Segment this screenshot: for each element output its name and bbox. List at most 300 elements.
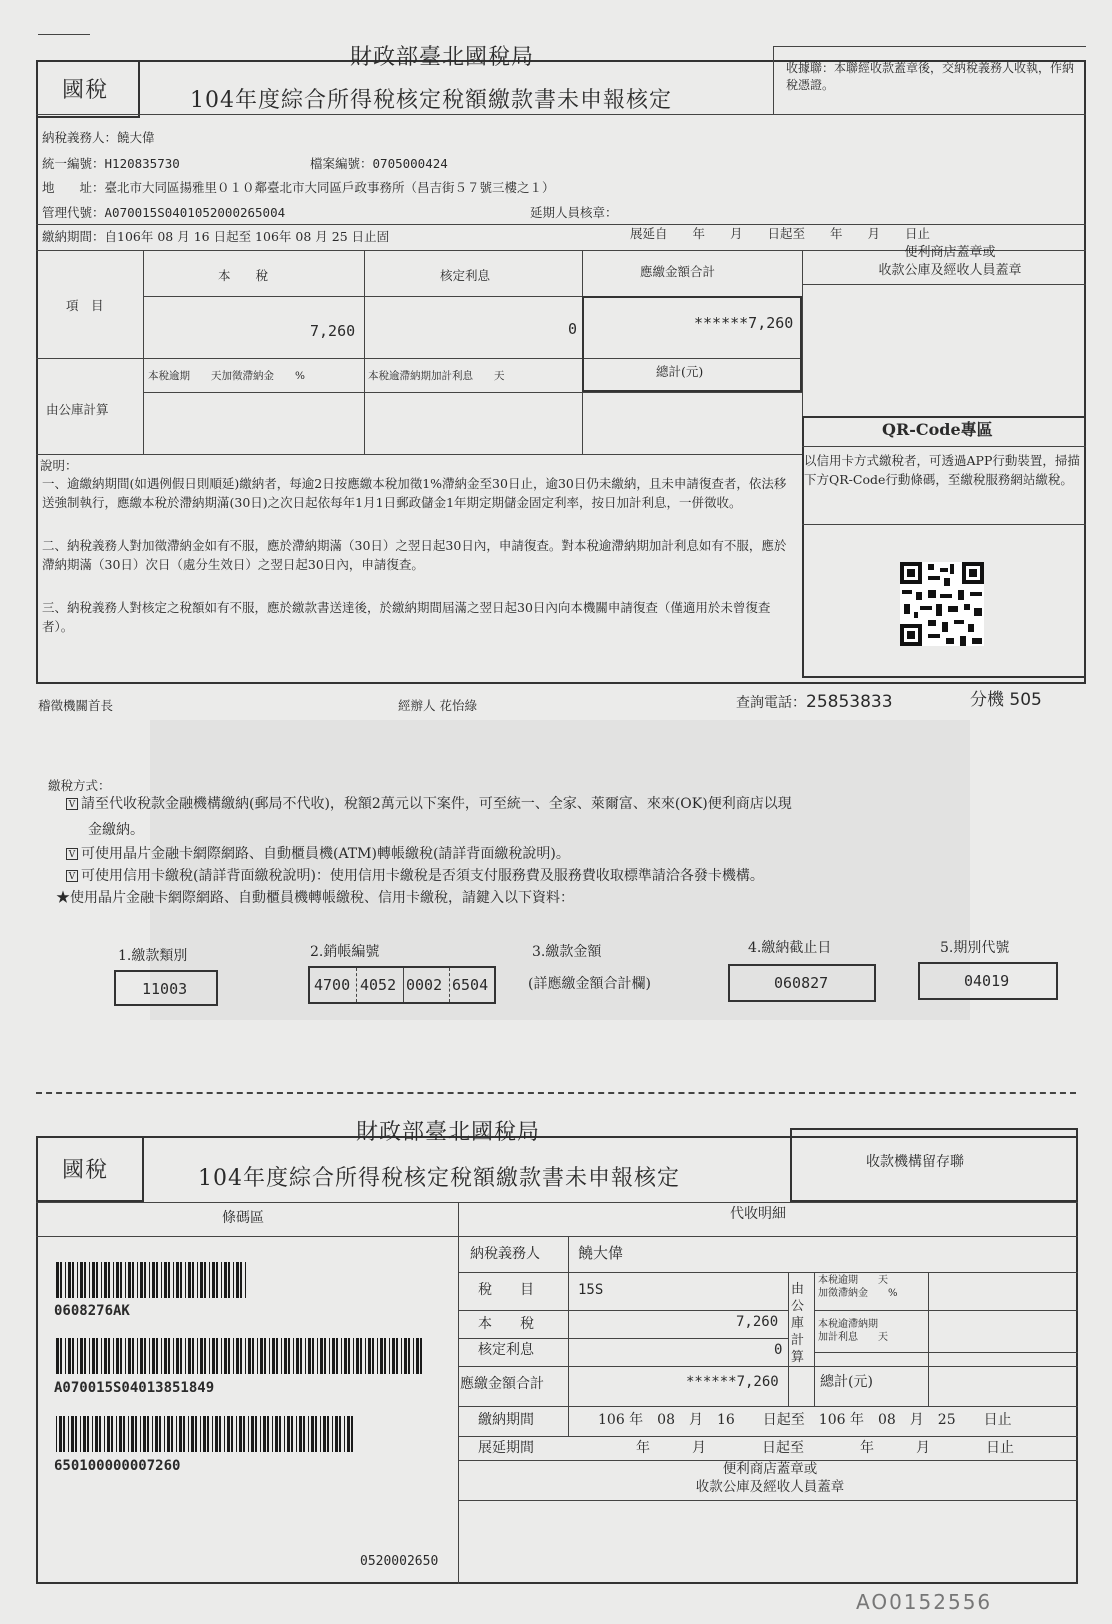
barcode-stripe	[120, 1262, 122, 1298]
barcode-stripe	[336, 1338, 338, 1374]
barcode-stripe	[108, 1262, 110, 1298]
period-top	[36, 224, 1086, 225]
barcode-stripe	[224, 1338, 227, 1374]
barcode-stripe	[75, 1416, 77, 1452]
barcode-stripe	[60, 1262, 62, 1298]
barcode-stripe	[215, 1416, 218, 1452]
barcode-stripe	[227, 1416, 230, 1452]
barcode-stripe	[89, 1262, 90, 1298]
barcode-stripe	[323, 1416, 326, 1452]
barcode-stripe	[164, 1338, 167, 1374]
barcode-stripe	[192, 1262, 194, 1298]
barcode-stripe	[56, 1416, 57, 1452]
detail-label: 代收明細	[730, 1206, 786, 1222]
barcode-stripe	[137, 1338, 138, 1374]
barcode-stripe	[327, 1416, 329, 1452]
barcode-stripe	[233, 1262, 234, 1298]
lower-item-code: 15S	[578, 1282, 604, 1298]
barcode-stripe	[168, 1262, 170, 1298]
barcode-stripe	[224, 1262, 227, 1298]
barcode-stripe	[263, 1416, 266, 1452]
barcode-stripe	[140, 1338, 143, 1374]
barcode-stripe	[332, 1416, 333, 1452]
barcode-stripe	[257, 1338, 258, 1374]
barcode-stripe	[123, 1416, 125, 1452]
method-1: V 請至代收稅款金融機構繳納(郵局不代收)，稅額2萬元以下案件，可至統一、全家、萊爾富、來來(OK)便利商店以現	[66, 796, 792, 813]
barcode-stripe	[389, 1338, 390, 1374]
barcode-stripe	[404, 1338, 407, 1374]
barcode-stripe	[180, 1262, 182, 1298]
barcode-stripe	[365, 1338, 366, 1374]
barcode-stripe	[101, 1262, 102, 1298]
lower-taxpayer-label: 納稅義務人	[470, 1246, 540, 1262]
field-2-sep-3	[449, 968, 450, 1002]
lower-period: 106 年 08 月 16 日起至 106 年 08 月 25 日止	[598, 1412, 1012, 1428]
note-3: 三、納稅義務人對核定之稅額如有不服，應於繳款書送達後，於繳納期間屆滿之翌日起30日內向本機關申請復查（僅適用於未曾復查者）。	[42, 600, 771, 635]
barcode-stripe	[80, 1416, 81, 1452]
barcode-stripe	[324, 1338, 326, 1374]
notes-top	[36, 454, 802, 455]
barcode-stripe	[264, 1338, 266, 1374]
barcode-stripe	[144, 1262, 146, 1298]
barcode-3-text: 650100000007260	[54, 1458, 181, 1474]
detail-row-4	[458, 1366, 1078, 1367]
phone: 查詢電話：25853833	[736, 692, 893, 712]
lower-item-label: 稅 目	[478, 1282, 534, 1298]
barcode-stripe	[240, 1338, 242, 1374]
lower-tax-type-label: 國稅	[62, 1158, 109, 1183]
barcode-stripe	[156, 1262, 158, 1298]
lower-form-title: 104年度綜合所得稅核定稅額繳款書未申報核定	[198, 1166, 680, 1191]
field-2-sep-1	[356, 968, 357, 1002]
barcode-stripe	[248, 1338, 251, 1374]
barcode-stripe	[59, 1416, 62, 1452]
lower-header-line	[36, 1236, 1078, 1237]
col-tax-label: 本 稅	[218, 268, 269, 283]
barcode-stripe	[188, 1338, 191, 1374]
field-1-value: 11003	[142, 980, 188, 998]
barcode-stripe	[204, 1338, 206, 1374]
barcode-stripe	[144, 1338, 146, 1374]
barcode-stripe	[248, 1416, 249, 1452]
barcode-stripe	[68, 1338, 71, 1374]
store-line	[802, 284, 1086, 285]
barcode-stripe	[84, 1262, 86, 1298]
barcode-stripe	[279, 1416, 281, 1452]
col-div-2	[364, 250, 365, 454]
lower-tax-amount: 7,260	[736, 1314, 779, 1330]
lower-interest-label: 核定利息	[478, 1342, 534, 1358]
lower-taxpayer-name: 饒大偉	[578, 1244, 624, 1262]
calc-line-2	[814, 1352, 1078, 1353]
barcode-stripe	[236, 1338, 239, 1374]
barcode-stripe	[348, 1338, 350, 1374]
barcode-stripe	[339, 1416, 341, 1452]
barcode-stripe	[137, 1262, 138, 1298]
barcode-stripe	[68, 1262, 71, 1298]
barcode-stripe	[188, 1416, 189, 1452]
barcode-stripe	[63, 1416, 65, 1452]
barcode-stripe	[132, 1262, 134, 1298]
barcode-stripe	[308, 1416, 309, 1452]
barcode-stripe	[128, 1262, 131, 1298]
overdue-penalty-label: 本稅逾期 天加徵滯納金 %	[148, 370, 305, 382]
barcode-stripe	[56, 1338, 59, 1374]
barcode-stripe	[80, 1338, 83, 1374]
barcode-stripe	[320, 1338, 323, 1374]
footer-serial: AO0152556	[856, 1590, 993, 1614]
barcode-stripe	[107, 1416, 110, 1452]
barcode-stripe	[228, 1338, 230, 1374]
field-2-part-4: 6504	[452, 976, 489, 994]
barcode-stripe	[104, 1262, 107, 1298]
qr-title-line	[802, 446, 1086, 447]
lower-grand-total: 總計(元)	[820, 1374, 873, 1390]
tax-amount: 7,260	[310, 322, 356, 340]
barcode-stripe	[344, 1416, 345, 1452]
barcode-stripe	[420, 1338, 422, 1374]
barcode-stripe	[332, 1338, 335, 1374]
col-total-label: 應繳金額合計	[640, 264, 716, 279]
barcode-stripe	[245, 1338, 246, 1374]
barcode-stripe	[315, 1416, 317, 1452]
barcode-stripe	[236, 1262, 239, 1298]
barcode-stripe	[197, 1262, 198, 1298]
barcode-stripe	[216, 1338, 218, 1374]
lower-overdue-interest: 本稅逾滯納期 加計利息 天	[818, 1319, 888, 1343]
barcode-stripe	[344, 1338, 347, 1374]
barcode-stripe	[132, 1338, 134, 1374]
barcode-stripe	[176, 1338, 179, 1374]
barcode-stripe	[272, 1338, 275, 1374]
management-code: 管理代號：A070015S0401052000265004	[42, 205, 286, 220]
barcode-stripe	[56, 1262, 59, 1298]
lower-title-bottom	[36, 1202, 1078, 1203]
barcode-stripe	[96, 1338, 98, 1374]
barcode-stripe	[288, 1338, 290, 1374]
barcode-stripe	[116, 1416, 117, 1452]
barcode-stripe	[291, 1416, 293, 1452]
barcode-stripe	[347, 1416, 350, 1452]
barcode-stripe	[341, 1338, 342, 1374]
barcode-stripe	[296, 1416, 297, 1452]
barcode-stripe	[281, 1338, 282, 1374]
barcode-stripe	[161, 1262, 162, 1298]
calc-col-mid	[814, 1272, 815, 1406]
total-amount: ******7,260	[694, 314, 794, 332]
barcode-stripe	[65, 1338, 66, 1374]
barcode-stripe	[305, 1338, 306, 1374]
barcode-stripe	[377, 1338, 378, 1374]
barcode-stripe	[311, 1416, 314, 1452]
detail-row-3	[458, 1338, 788, 1339]
overdue-interest-label: 本稅逾滯納期加計利息 天	[368, 370, 505, 382]
barcode-stripe	[147, 1416, 149, 1452]
field-4-label: 4.繳納截止日	[748, 940, 832, 956]
barcode-stripe	[233, 1338, 234, 1374]
barcode-stripe	[351, 1416, 353, 1452]
barcode-stripe	[212, 1416, 213, 1452]
barcode-stripe	[159, 1416, 161, 1452]
barcode-stripe	[128, 1338, 131, 1374]
barcode-stripe	[308, 1338, 311, 1374]
detail-row-8	[458, 1500, 1078, 1501]
lower-ext-label: 展延期間	[478, 1440, 534, 1456]
barcode-stripe	[276, 1338, 278, 1374]
qr-instructions: 以信用卡方式繳稅者，可透過APP行動裝置，掃描下方QR-Code行動條碼，至繳稅服務網站繳稅。	[804, 453, 1080, 487]
barcode-stripe	[104, 1338, 107, 1374]
bureau-name: 財政部臺北國稅局	[350, 45, 535, 70]
barcode-2[interactable]	[56, 1338, 424, 1374]
qr-text-line	[802, 524, 1086, 525]
detail-row-6	[458, 1436, 1078, 1437]
taxpayer-name: 納稅義務人：饒大偉	[42, 130, 155, 145]
title-bottom	[36, 114, 1086, 115]
barcode-stripe	[192, 1338, 194, 1374]
barcode-stripe	[92, 1338, 95, 1374]
barcode-1[interactable]	[56, 1262, 250, 1298]
lower-overdue-penalty: 本稅逾期 天 加徵滯納金 %	[818, 1275, 898, 1299]
barcode-stripe	[356, 1338, 359, 1374]
barcode-stripe	[303, 1416, 305, 1452]
barcode-stripe	[221, 1262, 222, 1298]
barcode-stripe	[164, 1262, 167, 1298]
barcode-stripe	[228, 1262, 230, 1298]
calc-label: 由公庫計算	[46, 402, 109, 417]
barcode-stripe	[161, 1338, 162, 1374]
barcode-stripe	[380, 1338, 383, 1374]
method-2: V 可使用晶片金融卡網際網路、自動櫃員機(ATM)轉帳繳稅(請詳背面繳稅說明)。	[66, 846, 570, 863]
detail-row-5	[458, 1406, 1078, 1407]
barcode-stripe	[164, 1416, 165, 1452]
barcode-stripe	[71, 1416, 74, 1452]
barcode-stripe	[87, 1416, 89, 1452]
barcode-stripe	[92, 1262, 95, 1298]
field-2-part-2: 4052	[360, 976, 397, 994]
barcode-stripe	[72, 1262, 74, 1298]
barcode-stripe	[149, 1338, 150, 1374]
barcode-stripe	[284, 1338, 287, 1374]
barcode-stripe	[219, 1416, 221, 1452]
barcode-stripe	[287, 1416, 290, 1452]
barcode-stripe	[60, 1338, 62, 1374]
handler-label: 經辦人 花怡綠	[398, 698, 477, 713]
barcode-stripe	[116, 1262, 119, 1298]
stub-serial: 0520002650	[360, 1554, 439, 1569]
barcode-stripe	[185, 1338, 186, 1374]
barcode-stripe	[224, 1416, 225, 1452]
barcode-stripe	[92, 1416, 93, 1452]
barcode-stripe	[152, 1416, 153, 1452]
barcode-stripe	[140, 1262, 143, 1298]
subrow-line	[143, 392, 582, 393]
title-top	[773, 46, 1086, 47]
barcode-stripe	[101, 1338, 102, 1374]
barcode-stripe	[296, 1338, 299, 1374]
extension-stamp: 延期人員核章：	[530, 205, 618, 220]
barcode-stripe	[131, 1416, 134, 1452]
barcode-stripe	[173, 1262, 174, 1298]
method-1-cont: 金繳納。	[88, 822, 144, 838]
barcode-stripe	[96, 1262, 98, 1298]
barcode-stripe	[251, 1416, 254, 1452]
barcode-stripe	[176, 1262, 179, 1298]
barcode-stripe	[353, 1338, 354, 1374]
barcode-stripe	[113, 1338, 114, 1374]
barcode-stripe	[140, 1416, 141, 1452]
extension-period: 展延自 年 月 日起至 年 月 日止	[630, 226, 931, 241]
barcode-stripe	[260, 1338, 263, 1374]
grand-total-line	[582, 392, 802, 393]
methods-title: 繳稅方式：	[48, 778, 111, 793]
barcode-stripe	[135, 1416, 137, 1452]
detail-row-2	[458, 1310, 788, 1311]
col-div-1	[143, 250, 144, 454]
interest-amount: 0	[568, 320, 578, 338]
barcode-stripe	[195, 1416, 197, 1452]
barcode-stripe	[299, 1416, 302, 1452]
barcode-stripe	[209, 1262, 210, 1298]
barcode-stripe	[260, 1416, 261, 1452]
barcode-stripe	[167, 1416, 170, 1452]
barcode-stripe	[209, 1338, 210, 1374]
calc-col-right	[928, 1272, 929, 1406]
field-1-label: 1.繳款類別	[118, 948, 188, 964]
barcode-stripe	[384, 1338, 386, 1374]
taxpayer-id: 統一編號：H120835730	[42, 156, 180, 171]
lower-interest-amount: 0	[774, 1342, 783, 1358]
barcode-stripe	[179, 1416, 182, 1452]
barcode-stripe	[396, 1338, 398, 1374]
lower-main-divider	[458, 1202, 459, 1584]
barcode-stripe	[284, 1416, 285, 1452]
barcode-stripe	[188, 1262, 191, 1298]
barcode-stripe	[180, 1338, 182, 1374]
barcode-stripe	[300, 1338, 302, 1374]
lower-bureau-name: 財政部臺北國稅局	[356, 1120, 541, 1145]
barcode-stripe	[255, 1416, 257, 1452]
top-mark	[38, 34, 90, 35]
barcode-stripe	[368, 1338, 371, 1374]
barcode-stripe	[149, 1262, 150, 1298]
barcode-stripe	[240, 1262, 242, 1298]
barcode-stripe	[72, 1338, 74, 1374]
barcode-stripe	[128, 1416, 129, 1452]
barcode-stripe	[83, 1416, 86, 1452]
barcode-stripe	[108, 1338, 110, 1374]
barcode-stripe	[99, 1416, 101, 1452]
barcode-stripe	[212, 1262, 215, 1298]
barcode-stripe	[329, 1338, 330, 1374]
lower-total-amount: ******7,260	[686, 1374, 779, 1390]
barcode-3[interactable]	[56, 1416, 354, 1452]
barcode-stripe	[68, 1416, 69, 1452]
barcode-stripe	[212, 1338, 215, 1374]
copy-label: 收款機構留存聯	[866, 1154, 964, 1170]
barcode-stripe	[200, 1416, 201, 1452]
qr-title: QR-Code專區	[882, 420, 993, 439]
barcode-stripe	[95, 1416, 98, 1452]
barcode-stripe	[360, 1338, 362, 1374]
barcode-stripe	[156, 1338, 158, 1374]
barcode-stripe	[152, 1338, 155, 1374]
barcode-2-text: A070015S04013851849	[54, 1380, 215, 1396]
barcode-stripe	[89, 1338, 90, 1374]
barcode-stripe	[200, 1338, 203, 1374]
barcode-stripe	[104, 1416, 105, 1452]
method-3: V 可使用信用卡繳稅(請詳背面繳稅說明)：使用信用卡繳稅是否須支付服務費及服務費收取標準請洽各發卡機構。	[66, 868, 764, 885]
barcode-stripe	[269, 1338, 270, 1374]
barcode-stripe	[372, 1338, 374, 1374]
barcode-stripe	[203, 1416, 206, 1452]
barcode-stripe	[267, 1416, 269, 1452]
barcode-stripe	[197, 1338, 198, 1374]
barcode-stripe	[65, 1262, 66, 1298]
barcode-stripe	[111, 1416, 113, 1452]
barcode-stripe	[191, 1416, 194, 1452]
barcode-stripe	[317, 1338, 318, 1374]
barcode-stripe	[239, 1416, 242, 1452]
barcode-area-label: 條碼區	[222, 1210, 264, 1226]
barcode-stripe	[204, 1262, 206, 1298]
address: 地 址：臺北市大同區揚雅里０１０鄰臺北市大同區戶政事務所（昌吉街５７號三樓之１）	[42, 180, 555, 195]
barcode-stripe	[416, 1338, 419, 1374]
barcode-stripe	[143, 1416, 146, 1452]
field-2-sep-2	[403, 968, 404, 1002]
lower-period-label: 繳納期間	[478, 1412, 534, 1428]
qr-code[interactable]	[900, 562, 984, 646]
barcode-stripe	[408, 1338, 410, 1374]
barcode-stripe	[207, 1416, 209, 1452]
store-stamp-label: 便利商店蓋章或 收款公庫及經收人員蓋章	[878, 245, 1022, 279]
field-2-part-1: 4700	[314, 976, 351, 994]
barcode-stripe	[275, 1416, 278, 1452]
method-4: ★使用晶片金融卡網際網路、自動櫃員機轉帳繳稅、信用卡繳稅，請鍵入以下資料：	[56, 890, 574, 906]
field-3-value: (詳應繳金額合計欄)	[528, 976, 651, 992]
calc-col-left	[788, 1272, 789, 1406]
calc-line-1	[814, 1310, 1078, 1311]
barcode-stripe	[176, 1416, 177, 1452]
payment-period: 繳納期間：自106年 08 月 16 日起至 106年 08 月 25 日止固	[42, 229, 390, 244]
barcode-stripe	[293, 1338, 294, 1374]
field-2-label: 2.銷帳編號	[310, 944, 380, 960]
barcode-stripe	[320, 1416, 321, 1452]
barcode-stripe	[173, 1338, 174, 1374]
note-2: 二、納稅義務人對加徵滯納金如有不服，應於滯納期滿（30日）之翌日起30日內，申請復查。對本稅逾滯納期加計利息如有不服，應於滯納期滿（30日）次日（處分生效日）之翌日起30日內，申請復查。	[42, 538, 787, 573]
barcode-stripe	[236, 1416, 237, 1452]
item-label: 項 目	[66, 298, 104, 313]
barcode-stripe	[113, 1262, 114, 1298]
barcode-stripe	[231, 1416, 233, 1452]
lower-ext-period: 年 月 日起至 年 月 日止	[636, 1440, 1014, 1456]
tear-line	[36, 1092, 1076, 1094]
barcode-stripe	[120, 1338, 122, 1374]
barcode-stripe	[125, 1338, 126, 1374]
barcode-stripe	[77, 1338, 78, 1374]
file-number: 檔案編號：0705000424	[310, 156, 448, 171]
notes-title: 說明：	[40, 458, 78, 473]
field-4-value: 060827	[774, 974, 829, 992]
field-5-label: 5.期別代號	[940, 940, 1010, 956]
lower-total-label: 應繳金額合計	[460, 1376, 544, 1392]
tax-type-label: 國稅	[62, 78, 109, 103]
detail-row-1	[458, 1272, 1078, 1273]
col-interest-label: 核定利息	[440, 268, 491, 283]
barcode-stripe	[216, 1262, 218, 1298]
barcode-stripe	[185, 1262, 186, 1298]
barcode-stripe	[116, 1338, 119, 1374]
barcode-stripe	[401, 1338, 402, 1374]
